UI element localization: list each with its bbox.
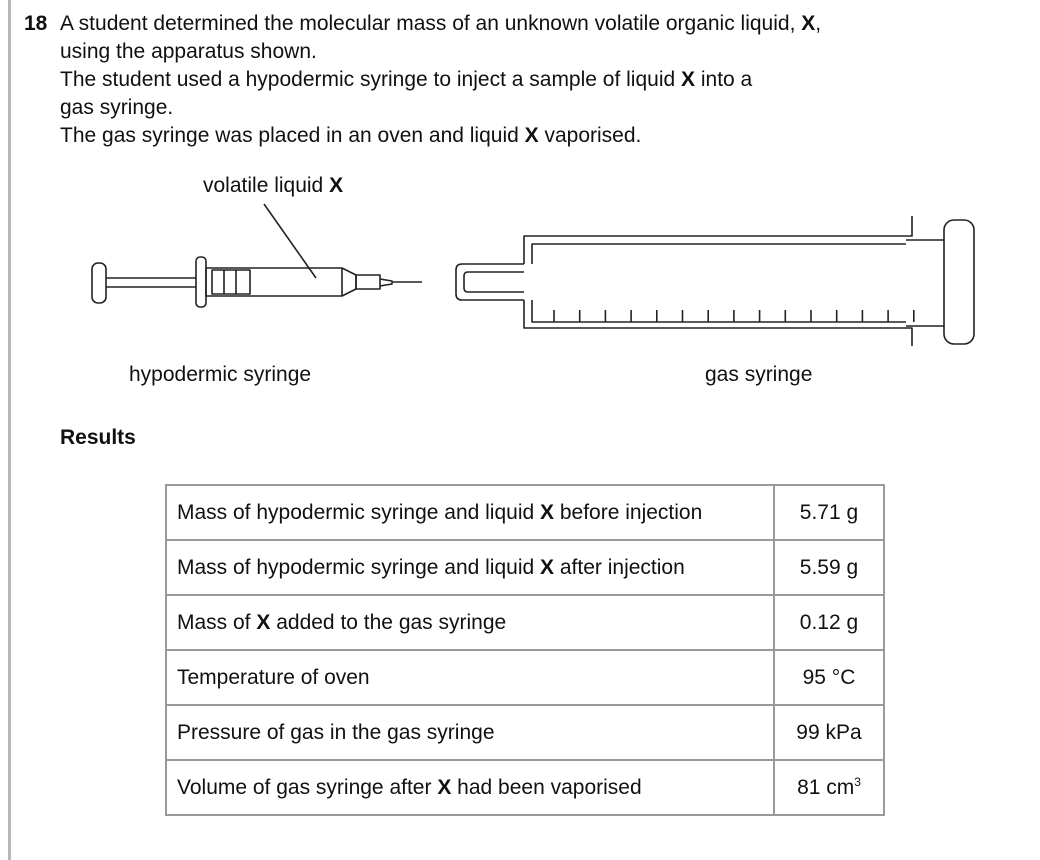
question-text bbox=[60, 10, 1024, 150]
text-run: Volume of gas syringe after bbox=[177, 775, 438, 799]
result-value bbox=[774, 650, 884, 705]
text-run: added to the gas syringe bbox=[270, 610, 507, 634]
bold-symbol: X bbox=[256, 610, 271, 634]
table-row bbox=[166, 705, 884, 760]
table-row bbox=[166, 595, 884, 650]
text-run: Temperature of oven bbox=[177, 665, 370, 689]
plunger-head bbox=[212, 270, 250, 294]
text-run: after injection bbox=[554, 555, 685, 579]
plunger-thumb-rest bbox=[92, 263, 106, 303]
table-row bbox=[166, 760, 884, 815]
result-value bbox=[774, 540, 884, 595]
result-value-text: 5.71 g bbox=[799, 500, 859, 524]
volatile-liquid-symbol: X bbox=[329, 174, 344, 197]
table-row bbox=[166, 650, 884, 705]
text-run: Pressure of gas in the gas syringe bbox=[177, 720, 495, 744]
results-heading: Results bbox=[60, 426, 136, 449]
table-row bbox=[166, 485, 884, 540]
text-run: Mass of hypodermic syringe and liquid bbox=[177, 555, 541, 579]
result-description bbox=[166, 650, 774, 705]
text-run: vaporised. bbox=[538, 124, 642, 147]
hypodermic-barrel bbox=[206, 268, 342, 296]
bold-symbol: X bbox=[524, 124, 539, 147]
result-value-text: 0.12 g bbox=[799, 610, 859, 634]
text-run: before injection bbox=[554, 500, 703, 524]
table-row bbox=[166, 540, 884, 595]
bold-symbol: X bbox=[437, 775, 452, 799]
gas-syringe-label: gas syringe bbox=[705, 363, 813, 386]
text-run: had been vaporised bbox=[451, 775, 642, 799]
question-line bbox=[60, 94, 1024, 122]
question-line bbox=[60, 122, 1024, 150]
text-run: A student determined the molecular mass of an unknown volatile organic liquid, bbox=[60, 12, 802, 35]
gas-syringe-scale bbox=[554, 310, 914, 322]
question-block bbox=[24, 10, 1024, 150]
gas-syringe-plunger-head bbox=[944, 220, 974, 344]
gas-syringe bbox=[456, 216, 974, 346]
question-line bbox=[60, 10, 1024, 38]
result-value-text: 99 kPa bbox=[796, 720, 862, 744]
result-value-text: 95 °C bbox=[802, 665, 856, 689]
result-value bbox=[774, 760, 884, 815]
liquid-pointer-line bbox=[264, 204, 316, 278]
text-run: gas syringe. bbox=[60, 96, 174, 119]
bold-symbol: X bbox=[681, 68, 696, 91]
result-value bbox=[774, 595, 884, 650]
question-number: 18 bbox=[24, 12, 48, 35]
hypodermic-syringe bbox=[92, 257, 422, 307]
hypodermic-syringe-label: hypodermic syringe bbox=[129, 363, 312, 386]
question-line bbox=[60, 66, 1024, 94]
unit-superscript: 3 bbox=[854, 775, 861, 789]
bold-symbol: X bbox=[801, 12, 816, 35]
text-run: The student used a hypodermic syringe to inject a sample of liquid bbox=[60, 68, 682, 91]
result-value-text: 5.59 g bbox=[799, 555, 859, 579]
result-description bbox=[166, 760, 774, 815]
result-description bbox=[166, 540, 774, 595]
text-run: , bbox=[815, 12, 822, 35]
result-description bbox=[166, 705, 774, 760]
gas-syringe-barrel-outer bbox=[524, 216, 912, 346]
needle-hub bbox=[356, 275, 380, 289]
bold-symbol: X bbox=[540, 555, 555, 579]
volatile-liquid-label-text: volatile liquid bbox=[203, 174, 330, 197]
apparatus-diagram bbox=[0, 160, 1040, 400]
text-run: Mass of bbox=[177, 610, 257, 634]
result-description bbox=[166, 595, 774, 650]
text-run: Mass of hypodermic syringe and liquid bbox=[177, 500, 541, 524]
text-run: into a bbox=[695, 68, 753, 91]
gas-syringe-nozzle bbox=[456, 264, 524, 300]
result-value bbox=[774, 485, 884, 540]
barrel-flange bbox=[196, 257, 206, 307]
question-line bbox=[60, 38, 1024, 66]
text-run: using the apparatus shown. bbox=[60, 40, 317, 63]
result-description bbox=[166, 485, 774, 540]
text-run: The gas syringe was placed in an oven and liquid bbox=[60, 124, 525, 147]
result-value bbox=[774, 705, 884, 760]
page-left-margin-rule bbox=[8, 0, 11, 860]
volatile-liquid-label bbox=[203, 174, 343, 198]
results-table bbox=[165, 484, 885, 816]
bold-symbol: X bbox=[540, 500, 555, 524]
result-value-text: 81 cm bbox=[797, 776, 855, 799]
